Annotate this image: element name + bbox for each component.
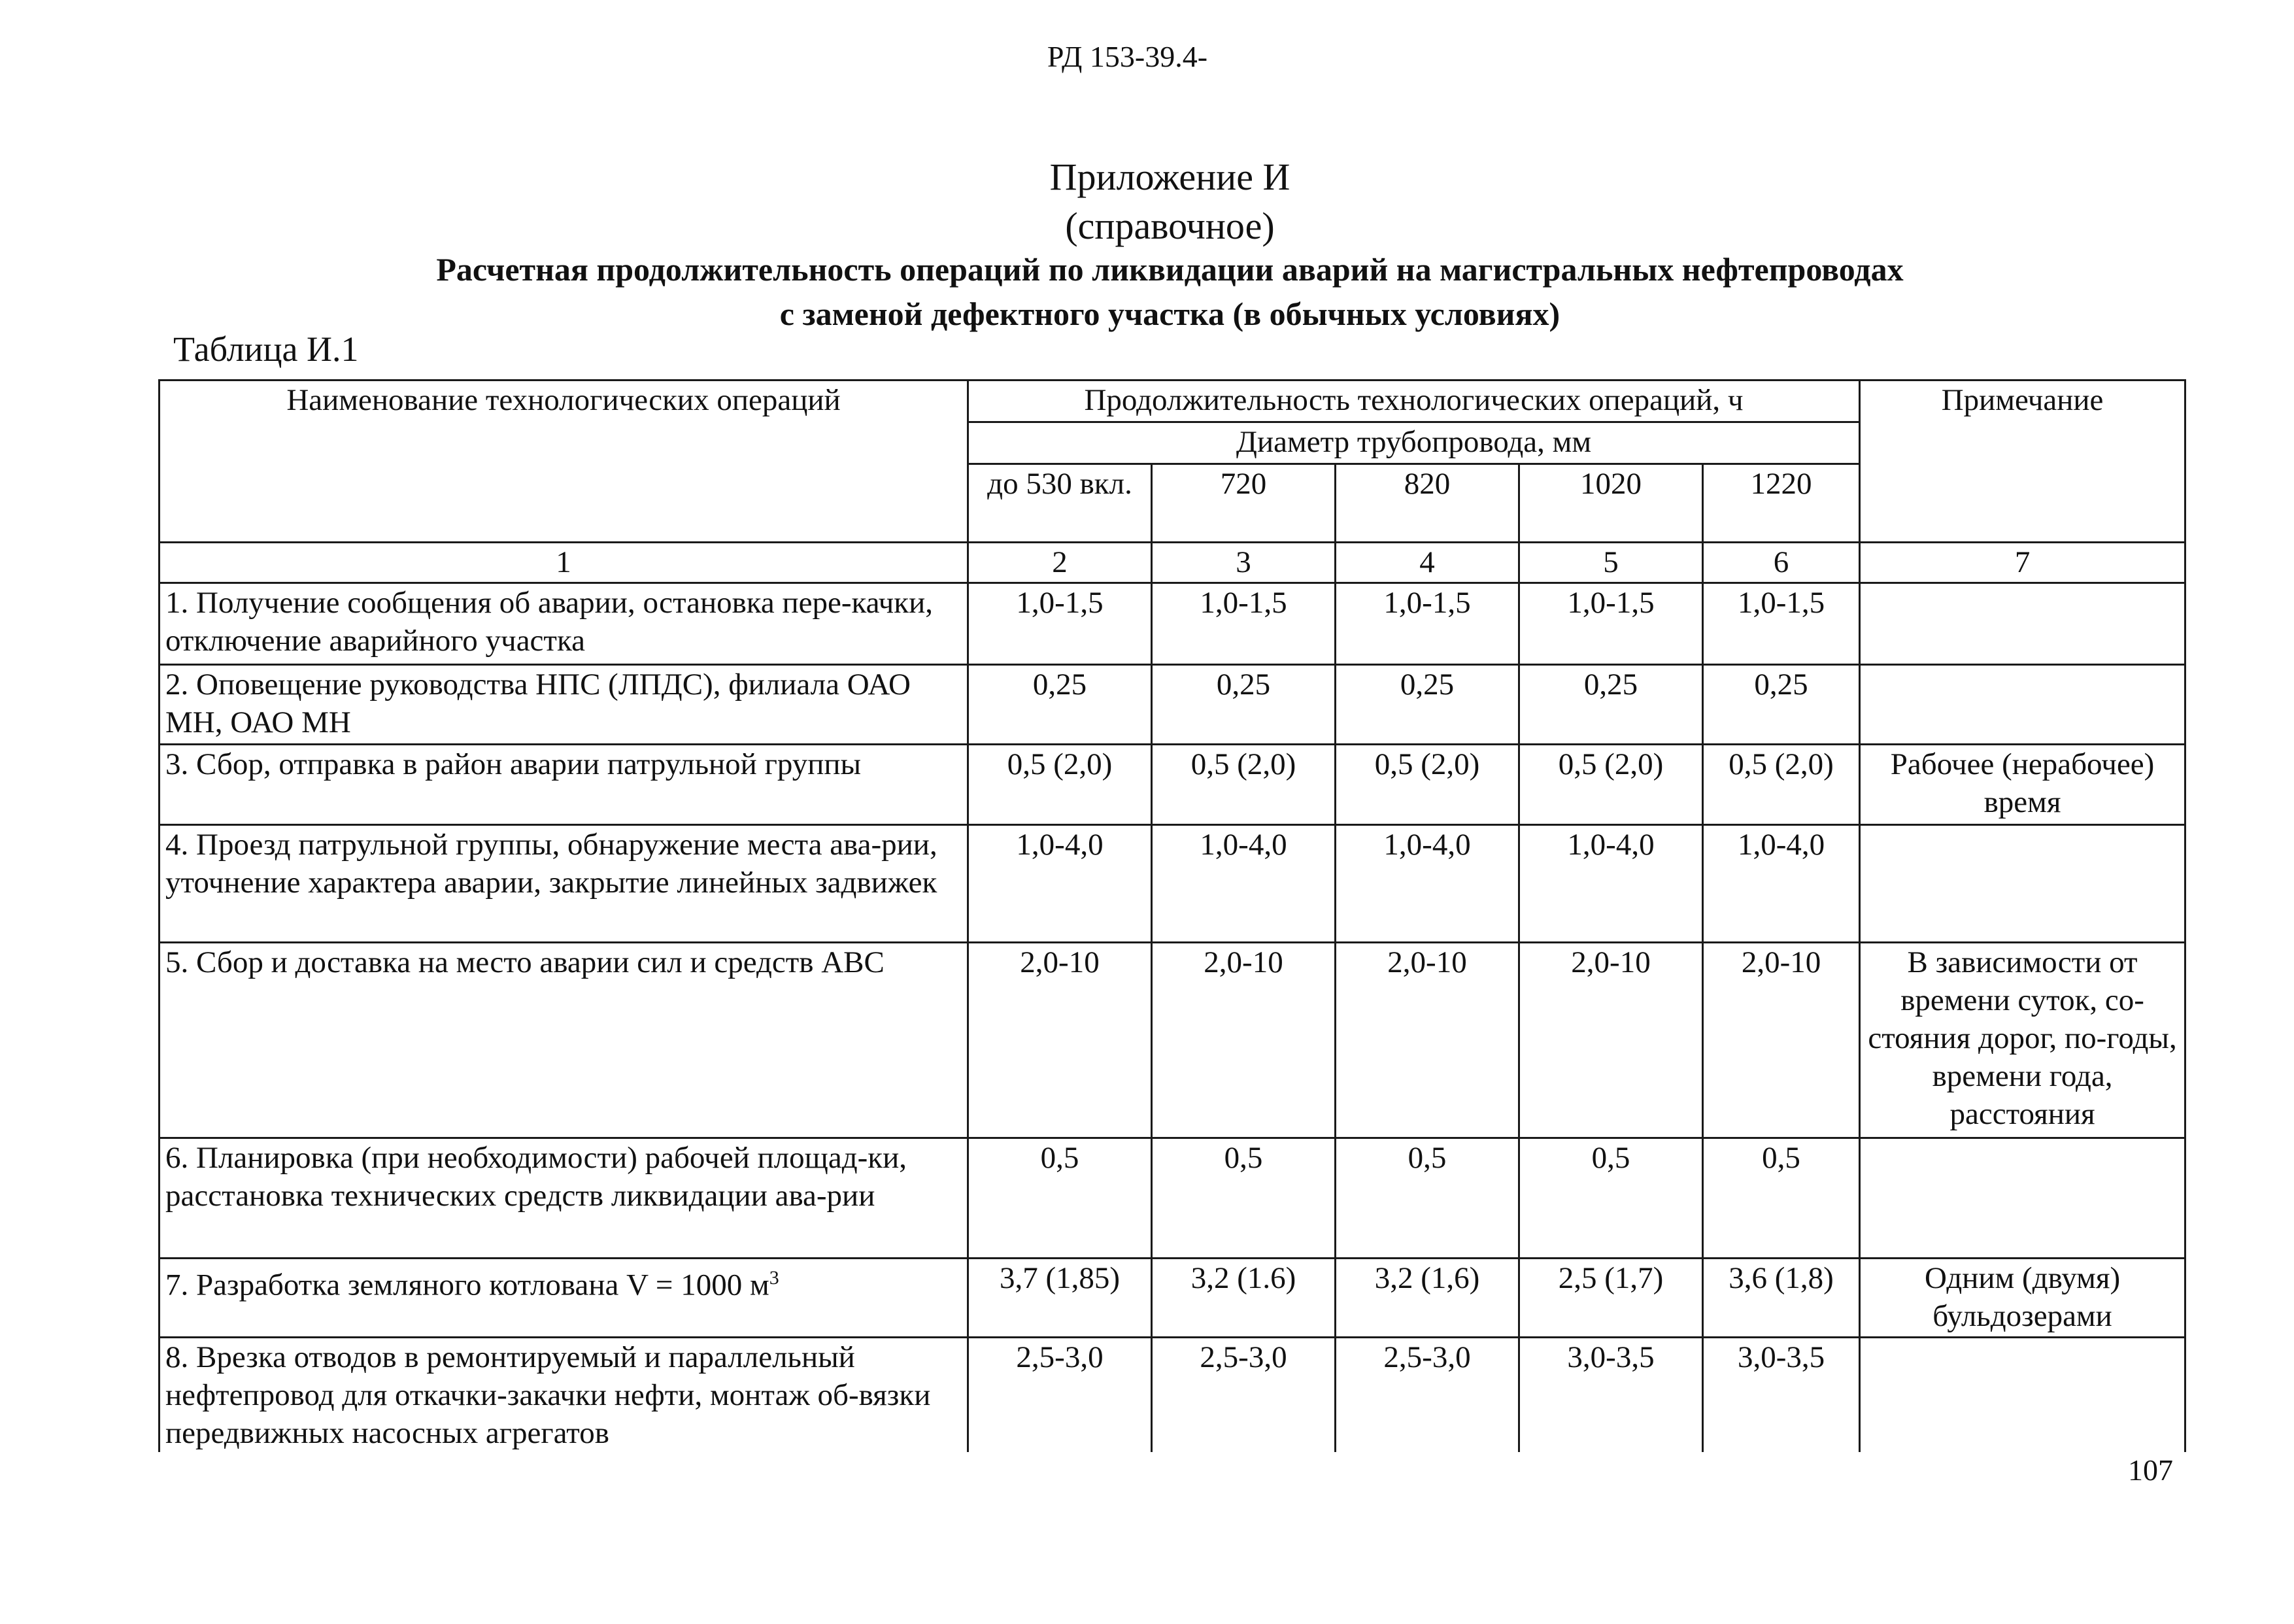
column-number: 2 xyxy=(968,543,1152,583)
duration-value: 0,5 xyxy=(1703,1138,1860,1258)
duration-value: 3,2 (1,6) xyxy=(1336,1258,1519,1337)
duration-value: 2,0-10 xyxy=(968,943,1152,1138)
appendix-note: (справочное) xyxy=(1065,205,1275,247)
duration-value: 2,0-10 xyxy=(1336,943,1519,1138)
document-code: РД 153-39.4- xyxy=(1047,40,1208,73)
operation-name: 1. Получение сообщения об аварии, остановка пере-качки, отключение аварийного участка xyxy=(160,583,968,664)
table-row xyxy=(160,583,2185,664)
header-diameter: Диаметр трубопровода, мм xyxy=(968,422,1860,464)
duration-value: 1,0-4,0 xyxy=(1703,824,1860,942)
duration-value: 0,5 (2,0) xyxy=(1336,744,1519,824)
column-number-row xyxy=(160,543,2185,583)
table-row xyxy=(160,824,2185,942)
table-row xyxy=(160,1337,2185,1452)
duration-value: 0,5 (2,0) xyxy=(1152,744,1336,824)
table-row xyxy=(160,744,2185,824)
duration-value: 3,7 (1,85) xyxy=(968,1258,1152,1337)
duration-value: 0,5 (2,0) xyxy=(1519,744,1703,824)
diameter-cell: 1020 xyxy=(1519,464,1703,543)
duration-value: 3,2 (1.6) xyxy=(1152,1258,1336,1337)
duration-value: 0,25 xyxy=(968,664,1152,744)
operation-note xyxy=(1860,1138,2185,1258)
duration-value: 0,5 xyxy=(1519,1138,1703,1258)
duration-value: 1,0-4,0 xyxy=(1336,824,1519,942)
column-number: 7 xyxy=(1860,543,2185,583)
table-heading-line-2: с заменой дефектного участка (в обычных условиях) xyxy=(779,296,1560,332)
header-operation-name: Наименование технологических операций xyxy=(160,381,968,543)
duration-value: 0,25 xyxy=(1152,664,1336,744)
duration-value: 3,0-3,5 xyxy=(1703,1337,1860,1452)
duration-value: 0,5 xyxy=(1152,1138,1336,1258)
duration-value: 0,25 xyxy=(1336,664,1519,744)
operation-name: 3. Сбор, отправка в район аварии патрульной группы xyxy=(160,744,968,824)
column-number: 4 xyxy=(1336,543,1519,583)
duration-value: 1,0-1,5 xyxy=(1336,583,1519,664)
unit-exponent: 3 xyxy=(769,1266,779,1289)
header-duration: Продолжительность технологических операций, ч xyxy=(968,381,1860,422)
operation-note xyxy=(1860,1337,2185,1452)
duration-value: 1,0-4,0 xyxy=(1519,824,1703,942)
duration-value: 1,0-1,5 xyxy=(968,583,1152,664)
page-number: 107 xyxy=(2128,1453,2173,1487)
duration-value: 2,0-10 xyxy=(1703,943,1860,1138)
duration-value: 2,5-3,0 xyxy=(1152,1337,1336,1452)
duration-value: 2,5-3,0 xyxy=(968,1337,1152,1452)
duration-value: 2,0-10 xyxy=(1152,943,1336,1138)
header-row xyxy=(160,381,2185,422)
operation-name: 8. Врезка отводов в ремонтируемый и параллельный нефтепровод для откачки-закачки нефти, монтаж об-вязки передвижных насосных агрегатов xyxy=(160,1337,968,1452)
diameter-cell: 820 xyxy=(1336,464,1519,543)
appendix-title: Приложение И xyxy=(1049,156,1290,198)
duration-value: 0,25 xyxy=(1703,664,1860,744)
table-heading xyxy=(0,247,2294,336)
duration-value: 3,0-3,5 xyxy=(1519,1337,1703,1452)
duration-value: 0,5 xyxy=(968,1138,1152,1258)
operations-table xyxy=(158,379,2186,1452)
column-number: 6 xyxy=(1703,543,1860,583)
operation-note xyxy=(1860,583,2185,664)
operation-name: 4. Проезд патрульной группы, обнаружение места ава-рии, уточнение характера аварии, закрытие линейных задвижек xyxy=(160,824,968,942)
duration-value: 1,0-4,0 xyxy=(968,824,1152,942)
table-heading-line-1: Расчетная продолжительность операций по ликвидации аварий на магистральных нефтепроводах xyxy=(436,251,1904,288)
operation-name: 5. Сбор и доставка на место аварии сил и средств АВС xyxy=(160,943,968,1138)
duration-value: 1,0-4,0 xyxy=(1152,824,1336,942)
column-number: 5 xyxy=(1519,543,1703,583)
operation-note: Рабочее (нерабочее) время xyxy=(1860,744,2185,824)
operation-note: Одним (двумя) бульдозерами xyxy=(1860,1258,2185,1337)
duration-value: 3,6 (1,8) xyxy=(1703,1258,1860,1337)
table-row xyxy=(160,664,2185,744)
duration-value: 1,0-1,5 xyxy=(1519,583,1703,664)
header-note: Примечание xyxy=(1860,381,2185,543)
operation-name-text: 7. Разработка земляного котлована V = 1000 м xyxy=(165,1268,769,1302)
diameter-cell: 720 xyxy=(1152,464,1336,543)
duration-value: 2,5 (1,7) xyxy=(1519,1258,1703,1337)
column-number: 3 xyxy=(1152,543,1336,583)
column-number: 1 xyxy=(160,543,968,583)
table-label: Таблица И.1 xyxy=(173,330,359,369)
operation-name: 6. Планировка (при необходимости) рабочей площад-ки, расстановка технических средств ликвидации ава-рии xyxy=(160,1138,968,1258)
table-row xyxy=(160,1138,2185,1258)
duration-value: 2,0-10 xyxy=(1519,943,1703,1138)
operation-note xyxy=(1860,824,2185,942)
operation-name xyxy=(160,1258,968,1337)
duration-value: 1,0-1,5 xyxy=(1703,583,1860,664)
operation-name: 2. Оповещение руководства НПС (ЛПДС), филиала ОАО МН, ОАО МН xyxy=(160,664,968,744)
diameter-cell: 1220 xyxy=(1703,464,1860,543)
table-row xyxy=(160,1258,2185,1337)
duration-value: 0,5 xyxy=(1336,1138,1519,1258)
duration-value: 2,5-3,0 xyxy=(1336,1337,1519,1452)
operation-note: В зависимости от времени суток, со-стояния дорог, по-годы, времени года, расстояния xyxy=(1860,943,2185,1138)
table-row xyxy=(160,943,2185,1138)
duration-value: 0,25 xyxy=(1519,664,1703,744)
diameter-cell: до 530 вкл. xyxy=(968,464,1152,543)
duration-value: 0,5 (2,0) xyxy=(1703,744,1860,824)
operation-note xyxy=(1860,664,2185,744)
duration-value: 0,5 (2,0) xyxy=(968,744,1152,824)
duration-value: 1,0-1,5 xyxy=(1152,583,1336,664)
